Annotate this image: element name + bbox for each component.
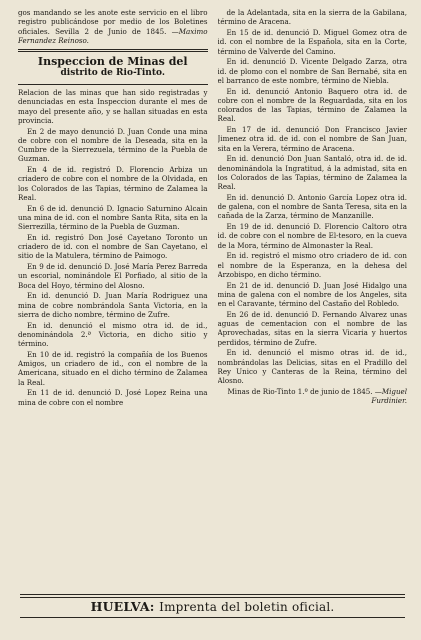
paragraph: En id. registró el mismo otro criadero de id. con el nombre de la Esperanza, en la dehesa del Arzobispo, en dicho término. <box>217 251 407 279</box>
divider-rule <box>18 84 208 85</box>
footer-place: HUELVA: <box>90 599 155 614</box>
right-paragraphs <box>218 8 408 385</box>
section-subtitle: distrito de Rio-Tinto. <box>60 68 165 78</box>
paragraph: En 10 de id. registró la compañía de los Buenos Amigos, un criadero de id., con el nombre de la Americana, situado en el dicho término de Zalamea la Real. <box>18 349 208 387</box>
paragraph: En id. denunció Antonio Baquero otra id. de cobre con el nombre de la Reguardada, sita en los colorados de las Tapias, término de Zalamea la Real. <box>217 86 407 124</box>
paragraph: Relacion de las minas que han sido registradas y denunciadas en esta Inspeccion durante el mes de mayo del presente año, y se hallan situadas en esta provincia. <box>18 88 208 125</box>
paragraph: En 17 de id. denunció Don Francisco Javier Jimenez otra id. de id. con el nombre de San Juan, sita en la Verera, término de Aracena. <box>217 125 407 153</box>
text-columns <box>18 8 407 588</box>
paragraph: En 15 de id. denunció D. Miguel Gomez otra de id. con el nombre de la Española, sita en la Corte, término de Valverde del Camino. <box>217 28 407 56</box>
printer-footer <box>20 599 405 614</box>
paragraph: En 19 de id. denunció D. Florencio Caltoro otra id. de cobre con el nombre de El-tesoro, en la cueva de la Mora, término de Almonaster la Real. <box>217 222 407 250</box>
left-paragraphs <box>18 88 208 407</box>
paragraph: En id. denunció Don Juan Santaló, otra id. de id. denominándola la Ingratitud, á la admistad, sita en los Colorados de las Tapias, término de Zalamea la Real. <box>217 154 407 191</box>
paragraph: En id. denunció el mismo otras id. de id., nombrándolas las Delicias, sitas en el Pradillo del Rey Unico y Canteras de la Reina, término del Alosno. <box>217 348 407 385</box>
paragraph: En id. denunció D. Juan María Rodriguez una mina de cobre nombrándola Santa Victoria, en la sierra de dicho nombre, término de Zufre. <box>18 291 208 319</box>
paragraph: En id. denunció D. Vicente Delgado Zarza, otra id. de plomo con el nombre de San Bernabé, sita en el barranco de este nombre, término de Niebla. <box>217 57 407 85</box>
paragraph: En 26 de id. denunció D. Fernando Alvarez unas aguas de cementacion con el nombre de las Aprovechadas, sitas en la sierra Vicaria y huertos perdidos, término de Zufre. <box>217 309 407 347</box>
paragraph: En id. registró Don José Cayetano Toronto un criadero de id. con el nombre de San Cayetano, el sitio de la Matulera, término de Paimogo. <box>18 232 208 261</box>
right-column <box>218 8 408 588</box>
paragraph: En 9 de id. denunció D. José María Perez Barreda un escorial, nominándole El Porfiado, al sitio de la Boca del Hoyo, término del Alosno. <box>18 262 208 290</box>
footer-rule <box>20 617 405 618</box>
paragraph: En 2 de mayo denunció D. Juan Conde una mina de cobre con el nombre de la Deseada, sita en la Cumbre de la Sierrezuela, término de la Puebla de Guzman. <box>18 126 208 164</box>
closing-text: Minas de Rio-Tinto 1.º de junio de 1845. <box>227 386 373 396</box>
paragraph: En 6 de id. denunció D. Ignacio Saturnino Alcain una mina de id. con el nombre Santa Rita, sita en la Sierrezilla, término de la Puebla de Guzman. <box>18 203 208 231</box>
footer-rule <box>20 597 405 598</box>
closing-line <box>218 387 408 406</box>
closing-signature: —Miguel Furdinier. <box>371 386 407 405</box>
paragraph: En 21 de id. denunció D. Juan José Hidalgo una mina de galena con el nombre de los Angeles, sita en el Caravante, término del Castaño del Robledo. <box>217 280 407 308</box>
paragraph: En id. denunció el mismo otra id. de id., denominándola 2.ª Victoria, en dicho sitio y término. <box>18 320 208 348</box>
section-title: Inspeccion de Minas del <box>37 55 188 68</box>
footer-rule <box>20 594 405 595</box>
paragraph: En id. denunció D. Antonio García Lopez otra id. de galena, con el nombre de Santa Teresa, sita en la cañada de la Zarza, término de Manzanille. <box>217 192 407 221</box>
paragraph: En 11 de id. denunció D. José Lopez Reina una mina de cobre con el nombre <box>18 388 208 407</box>
intro-paragraph <box>18 8 208 45</box>
paragraph: En 4 de id. registró D. Florencio Arbiza un criadero de cobre con el nombre de la Olvidada, en los Colorados de las Tapias, término de Zalamea la Real. <box>18 165 208 202</box>
divider-rule <box>18 49 208 52</box>
footer-text: Imprenta del boletin oficial. <box>159 600 335 614</box>
left-column <box>18 8 208 588</box>
paragraph: de la Adelantada, sita en la sierra de la Gabilana, término de Aracena. <box>217 8 407 27</box>
intro-signature: —Maximo Fernandez Reinoso. <box>18 26 208 45</box>
intro-text: gos mandando se les anote este servicio en el libro registro publicándose por medio de los Boletines oficiales. Sevilla 2 de Junio de 1845. <box>18 8 208 36</box>
